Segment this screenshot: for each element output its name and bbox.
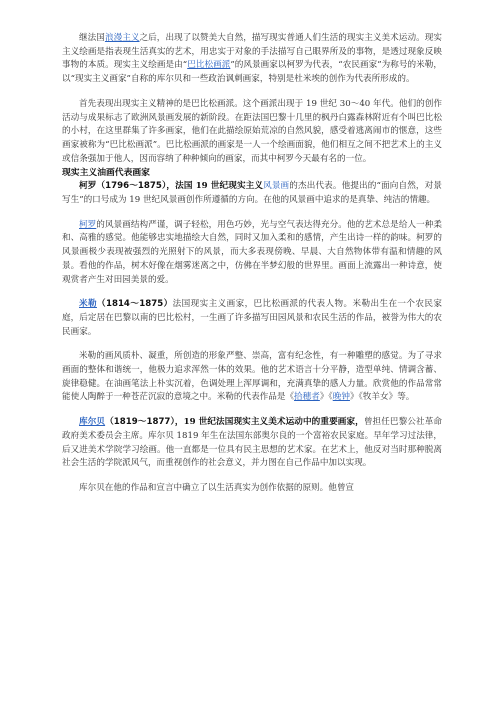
barbizon-paragraph: 首先表现出现实主义精神的是巴比松画派。这个画派出现于 19 世纪 30～40 年代。他们的创作活动与成果标志了欧洲风景画发展的新阶段。在距法国巴黎十几里的枫丹白露森林附近有个叫巴比松的小村，在这里群集了许多画家，他们在此描绘原始荒凉的自然风貌，感受着逃离闹市的惬意，这些画家被称为“巴比松画派”。巴比松画派的画家是一人一个绘画面貌，他们相互之间不把艺术上的主义或信条强加于他人，因而容纳了种种倾向的画家，而其中柯罗今天最有名的一位。 xyxy=(62,98,442,164)
link-courbet[interactable]: 库尔贝 xyxy=(79,417,106,428)
courbet-principles-paragraph: 库尔贝在他的作品和宣言中确立了以生活真实为创作依据的原则。他曾宣 xyxy=(79,482,355,493)
text-run: 曾担任巴黎公社革命政府美术委员会主席。库尔贝 1819 年生在法国东部奥尔良的一个富裕农民家庭。早年学习过法律，后又进美术学院学习绘画。他一直都是一位具有民主思想的艺术家。在艺术上，他反对当时那种脱离社会生活的学院派风气，而重视创作的社会意义，并力图在自己作品中加以实现。 xyxy=(62,417,442,469)
document-page xyxy=(62,32,442,496)
courbet-dates: （1819～1877） xyxy=(105,417,175,428)
text-run: 》《 xyxy=(319,392,333,403)
section-heading: 现实主义油画代表画家 xyxy=(62,168,150,179)
intro-paragraph xyxy=(62,32,442,87)
link-corot[interactable]: 柯罗 xyxy=(79,219,97,230)
millet-paragraph xyxy=(62,298,442,339)
text-run: 的风景画结构严谨，调子轻松，用色巧妙，光与空气表达得充分。他的艺术总是给人一种柔和、高雅的感觉。他能够忠实地描绘大自然，同时又加入柔和的感情，产生出诗一样的韵味。柯罗的风景画极少表现被强烈的光照射下的风景，而大多表现傍晚、早晨、大自然物体带有温和情趣的风景。看他的作品，树木好像在烟雾迷离之中，仿佛在半梦幻般的世界里。画面上流露出一种诗意，使观赏者产生对田园美景的爱。 xyxy=(62,219,442,285)
link-the-angelus[interactable]: 晚钟 xyxy=(332,392,350,403)
text-run: ，19 世纪法国现实主义美术运动中的重要画家， xyxy=(174,417,364,428)
link-the-gleaners[interactable]: 拾穗者 xyxy=(294,392,320,403)
text-run: 米勒的画风质朴、凝重，所创造的形象严整、崇高，富有纪念性，有一种雕塑的感觉。为了寻求画面的整体和谐统一，他极力追求浑然一体的效果。他的艺术语言十分平静，造型单纯、情调含蓄、旋律稳健。在油画笔法上朴实沉着，色调处理上浑厚调和，充满真挚的感人力量。欣赏他的作品常常能使人陶醉于一种苍茫沉寂的意境之中。米勒的代表作品是《 xyxy=(62,351,442,403)
courbet-paragraph xyxy=(62,416,442,471)
text-run: ”的风景画家以柯罗为代表，“农民画家”为称号的米勒，以“现实主义画家”自称的库尔贝和一些政治讽刺画家，特别是杜米埃的创作为代表所形成的。 xyxy=(62,60,442,85)
text-run: ，法国 19 世纪现实主义 xyxy=(166,181,264,192)
text-run: 》《牧羊女》等。 xyxy=(349,392,415,403)
millet-dates: （1814～1875） xyxy=(97,299,173,310)
link-millet[interactable]: 米勒 xyxy=(79,299,97,310)
corot-style-paragraph xyxy=(62,219,442,288)
corot-name: 柯罗（1796～1875） xyxy=(79,181,167,192)
link-barbizon-school[interactable]: 巴比松画派 xyxy=(187,60,231,71)
text-run: 之后，出现了以赞美大自然，描写现实普通人们生活的现实主义美术运动。现实主义绘画是指表现生活真实的艺术，用忠实于对象的手法描写自己眼界所及的事物，是透过现象反映事物的本质。现实主义绘画是由“ xyxy=(62,33,442,71)
corot-paragraph xyxy=(62,180,442,207)
millet-style-paragraph xyxy=(62,350,442,405)
text-run: 的杰出代表。他提出的“面向自然，对景写生”的口号成为 19 世纪风景画创作所遵循的方向。在他的风景画中追求的是真挚、纯洁的情趣。 xyxy=(62,181,442,206)
link-romanticism[interactable]: 浪漫主义 xyxy=(104,33,140,43)
text-run: 法国现实主义画家，巴比松画派的代表人物。米勒出生在一个农民家庭，后定居在巴黎以南的巴比松村，一生画了许多描写田园风景和农民生活的作品，被誉为伟大的农民画家。 xyxy=(62,299,442,337)
text-run: 继法国 xyxy=(79,33,105,43)
link-landscape-painting[interactable]: 风景画 xyxy=(263,181,290,192)
